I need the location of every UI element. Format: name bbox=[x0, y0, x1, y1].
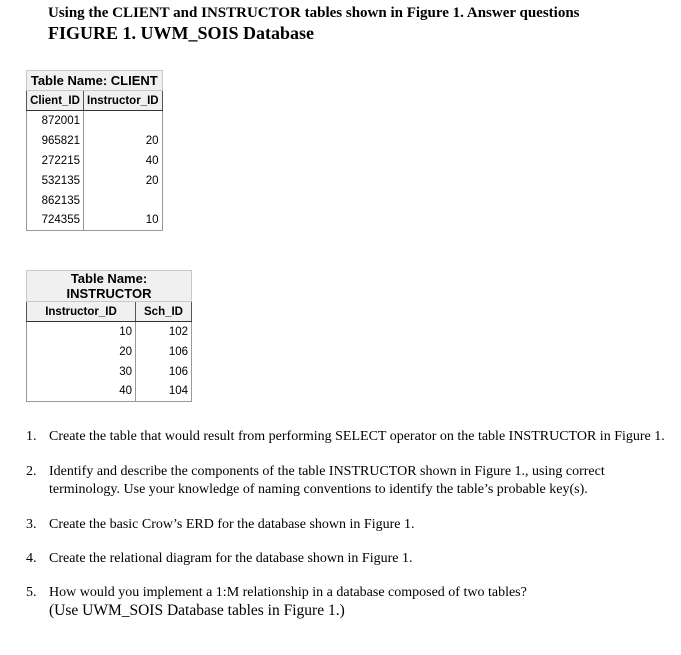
client-id-cell: 724355 bbox=[27, 211, 84, 231]
question-item bbox=[26, 516, 666, 534]
table-row bbox=[27, 382, 192, 402]
sch-id-cell: 106 bbox=[136, 362, 192, 382]
column-header-instructor-id: Instructor_ID bbox=[84, 91, 163, 111]
client-id-cell: 965821 bbox=[27, 131, 84, 151]
table-row bbox=[27, 191, 163, 211]
question-text: Create the table that would result from performing SELECT operator on the table INSTRUCTOR in Figure 1. bbox=[49, 429, 665, 444]
instructor-table bbox=[26, 270, 192, 402]
question-number: 5. bbox=[26, 585, 37, 600]
table-row bbox=[27, 131, 163, 151]
instructor-id-cell: 30 bbox=[27, 362, 136, 382]
client-caption-row bbox=[27, 71, 163, 91]
client-id-cell: 862135 bbox=[27, 191, 84, 211]
table-row bbox=[27, 362, 192, 382]
question-item bbox=[26, 463, 666, 499]
instructor-id-cell: 10 bbox=[84, 211, 163, 231]
client-id-cell: 532135 bbox=[27, 171, 84, 191]
question-text: Create the basic Crow’s ERD for the database shown in Figure 1. bbox=[49, 517, 415, 532]
instructor-caption-row bbox=[27, 271, 192, 302]
column-header-sch-id: Sch_ID bbox=[136, 302, 192, 322]
table-row bbox=[27, 171, 163, 191]
table-row bbox=[27, 322, 192, 342]
instructor-id-cell: 40 bbox=[27, 382, 136, 402]
table-row bbox=[27, 151, 163, 171]
question-number: 4. bbox=[26, 551, 37, 566]
sch-id-cell: 104 bbox=[136, 382, 192, 402]
instructor-id-cell: 20 bbox=[84, 131, 163, 151]
intro-text: Using the CLIENT and INSTRUCTOR tables shown in Figure 1. Answer questions bbox=[48, 5, 580, 21]
question-item bbox=[26, 584, 666, 620]
sch-id-cell: 102 bbox=[136, 322, 192, 342]
table-row bbox=[27, 111, 163, 131]
client-table bbox=[26, 70, 163, 231]
question-text: Identify and describe the components of the table INSTRUCTOR shown in Figure 1., using correct terminology. Use your knowledge of naming conventions to identify the table’s probable key(s). bbox=[49, 464, 605, 497]
instructor-id-cell: 20 bbox=[27, 342, 136, 362]
question-subnote: (Use UWM_SOIS Database tables in Figure 1.) bbox=[49, 602, 345, 619]
instructor-header-row bbox=[27, 302, 192, 322]
figure-heading: FIGURE 1. UWM_SOIS Database bbox=[48, 23, 315, 43]
client-id-cell: 272215 bbox=[27, 151, 84, 171]
question-item bbox=[26, 550, 666, 568]
instructor-table-caption: Table Name: INSTRUCTOR bbox=[27, 271, 192, 302]
instructor-id-cell: 20 bbox=[84, 171, 163, 191]
question-number: 2. bbox=[26, 464, 37, 479]
table-row bbox=[27, 211, 163, 231]
client-table-caption: Table Name: CLIENT bbox=[27, 71, 163, 91]
column-header-client-id: Client_ID bbox=[27, 91, 84, 111]
instructor-id-cell bbox=[84, 111, 163, 131]
instructor-id-cell bbox=[84, 191, 163, 211]
instructor-id-cell: 40 bbox=[84, 151, 163, 171]
table-row bbox=[27, 342, 192, 362]
column-header-instructor-id: Instructor_ID bbox=[27, 302, 136, 322]
sch-id-cell: 106 bbox=[136, 342, 192, 362]
client-id-cell: 872001 bbox=[27, 111, 84, 131]
question-item bbox=[26, 428, 666, 446]
question-number: 1. bbox=[26, 429, 37, 444]
instructor-id-cell: 10 bbox=[27, 322, 136, 342]
question-text: How would you implement a 1:M relationship in a database composed of two tables? bbox=[49, 585, 527, 600]
client-header-row bbox=[27, 91, 163, 111]
question-text: Create the relational diagram for the database shown in Figure 1. bbox=[49, 551, 413, 566]
question-number: 3. bbox=[26, 517, 37, 532]
question-list bbox=[26, 428, 666, 620]
